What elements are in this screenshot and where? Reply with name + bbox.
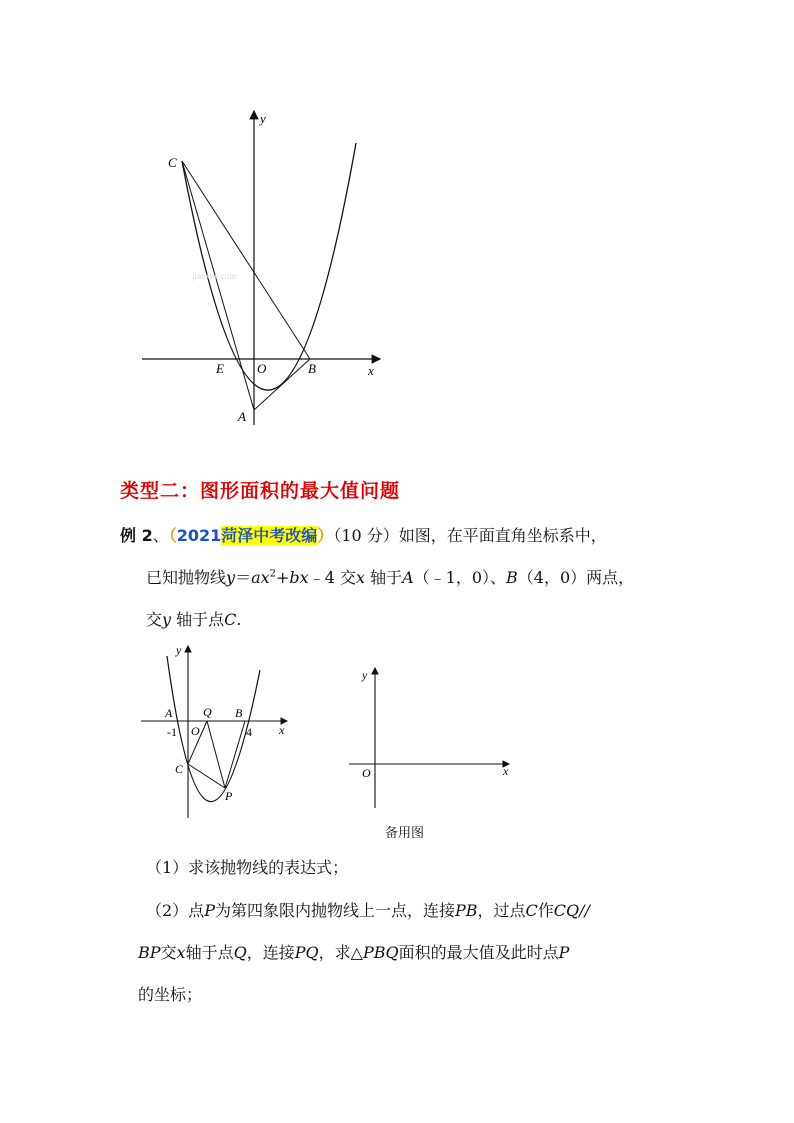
- text: ，连接: [246, 943, 295, 962]
- text: 作: [537, 901, 554, 920]
- label-C: C: [168, 155, 177, 170]
- label-y: y: [362, 668, 368, 682]
- example-line-2: [146, 565, 634, 588]
- label-y: y: [260, 111, 266, 126]
- question-2-line-1: [146, 898, 590, 921]
- text: 交: [160, 943, 177, 962]
- label-y: y: [176, 643, 182, 657]
- var-A: A: [402, 568, 414, 587]
- label-P: P: [225, 789, 233, 803]
- source-name: 菏泽中考改编: [221, 526, 318, 545]
- text: （2）点: [146, 901, 205, 920]
- label-x: x: [503, 764, 509, 778]
- label-O: O: [362, 766, 371, 780]
- label-E: E: [216, 361, 224, 376]
- label-B: B: [235, 706, 243, 720]
- text: ，求△: [318, 943, 363, 962]
- source-year: 2021: [176, 526, 222, 545]
- var-y: y: [162, 610, 172, 629]
- source-tag: [169, 526, 334, 545]
- segment-PB: [225, 721, 245, 788]
- text: 为第四象限内抛物线上一点，连接: [214, 901, 455, 920]
- var-C: C: [224, 610, 237, 629]
- text: +: [276, 568, 290, 587]
- text: ﹣4 交: [308, 568, 356, 587]
- source-open: （: [168, 526, 177, 545]
- text: （﹣1，0）、: [413, 568, 507, 587]
- section-heading: 类型二：图形面积的最大值问题: [120, 480, 401, 502]
- text: ＝: [235, 568, 252, 587]
- var-bx: bx: [289, 568, 309, 587]
- example-line-3: [146, 607, 242, 630]
- text: 轴于点: [185, 943, 234, 962]
- label-x: x: [368, 363, 374, 378]
- example-label: 例 2: [120, 526, 153, 545]
- var-B: B: [506, 568, 518, 587]
- points: （10 分）: [333, 526, 399, 545]
- var-PQ: PQ: [294, 943, 319, 962]
- var-C: C: [525, 901, 538, 920]
- parabola: [182, 143, 356, 390]
- text: （4，0）两点，: [517, 568, 635, 587]
- figure-3: [345, 662, 520, 812]
- var-ax: ax: [251, 568, 270, 587]
- var-BP: BP: [138, 943, 161, 962]
- var-P: P: [204, 901, 215, 920]
- text: 交: [146, 610, 163, 629]
- var-x: x: [355, 568, 365, 587]
- label-C: C: [175, 762, 184, 776]
- question-1: （1）求该抛物线的表达式；: [146, 858, 349, 877]
- text: 面积的最大值及此时点: [398, 943, 559, 962]
- var-PB: PB: [454, 901, 478, 920]
- label-O: O: [191, 724, 200, 738]
- label-neg1: -1: [167, 725, 177, 739]
- example-line-1-rest: 如图，在平面直角坐标系中，: [398, 526, 607, 545]
- var-P: P: [558, 943, 570, 962]
- figure-3-caption: 备用图: [385, 826, 425, 841]
- label-B: B: [308, 361, 316, 376]
- example-line-1: [120, 523, 607, 546]
- label-4: 4: [246, 725, 252, 739]
- var-PBQ: PBQ: [362, 943, 399, 962]
- sup-2: 2: [269, 568, 277, 580]
- text: 轴于点: [171, 610, 225, 629]
- var-CQ: CQ//: [553, 901, 590, 920]
- label-Q: Q: [203, 705, 212, 719]
- figure-2: [135, 640, 300, 820]
- source-close: ）: [317, 526, 334, 545]
- label-A: A: [165, 706, 173, 720]
- label-A: A: [238, 409, 246, 424]
- text: .: [236, 610, 242, 629]
- var-Q: Q: [233, 943, 247, 962]
- segment-CB: [182, 161, 310, 359]
- text: 已知抛物线: [146, 568, 227, 587]
- watermark: jiaoxue.com: [192, 271, 237, 281]
- var-y: y: [226, 568, 236, 587]
- var-x: x: [176, 943, 186, 962]
- text: ，过点: [477, 901, 526, 920]
- label-x: x: [279, 723, 285, 737]
- label-O: O: [257, 361, 267, 376]
- figure-1: [130, 105, 390, 435]
- question-2-line-2: [138, 940, 569, 963]
- example-sep: 、: [152, 526, 169, 545]
- question-2-line-3: 的坐标；: [138, 985, 203, 1004]
- text: 轴于: [365, 568, 403, 587]
